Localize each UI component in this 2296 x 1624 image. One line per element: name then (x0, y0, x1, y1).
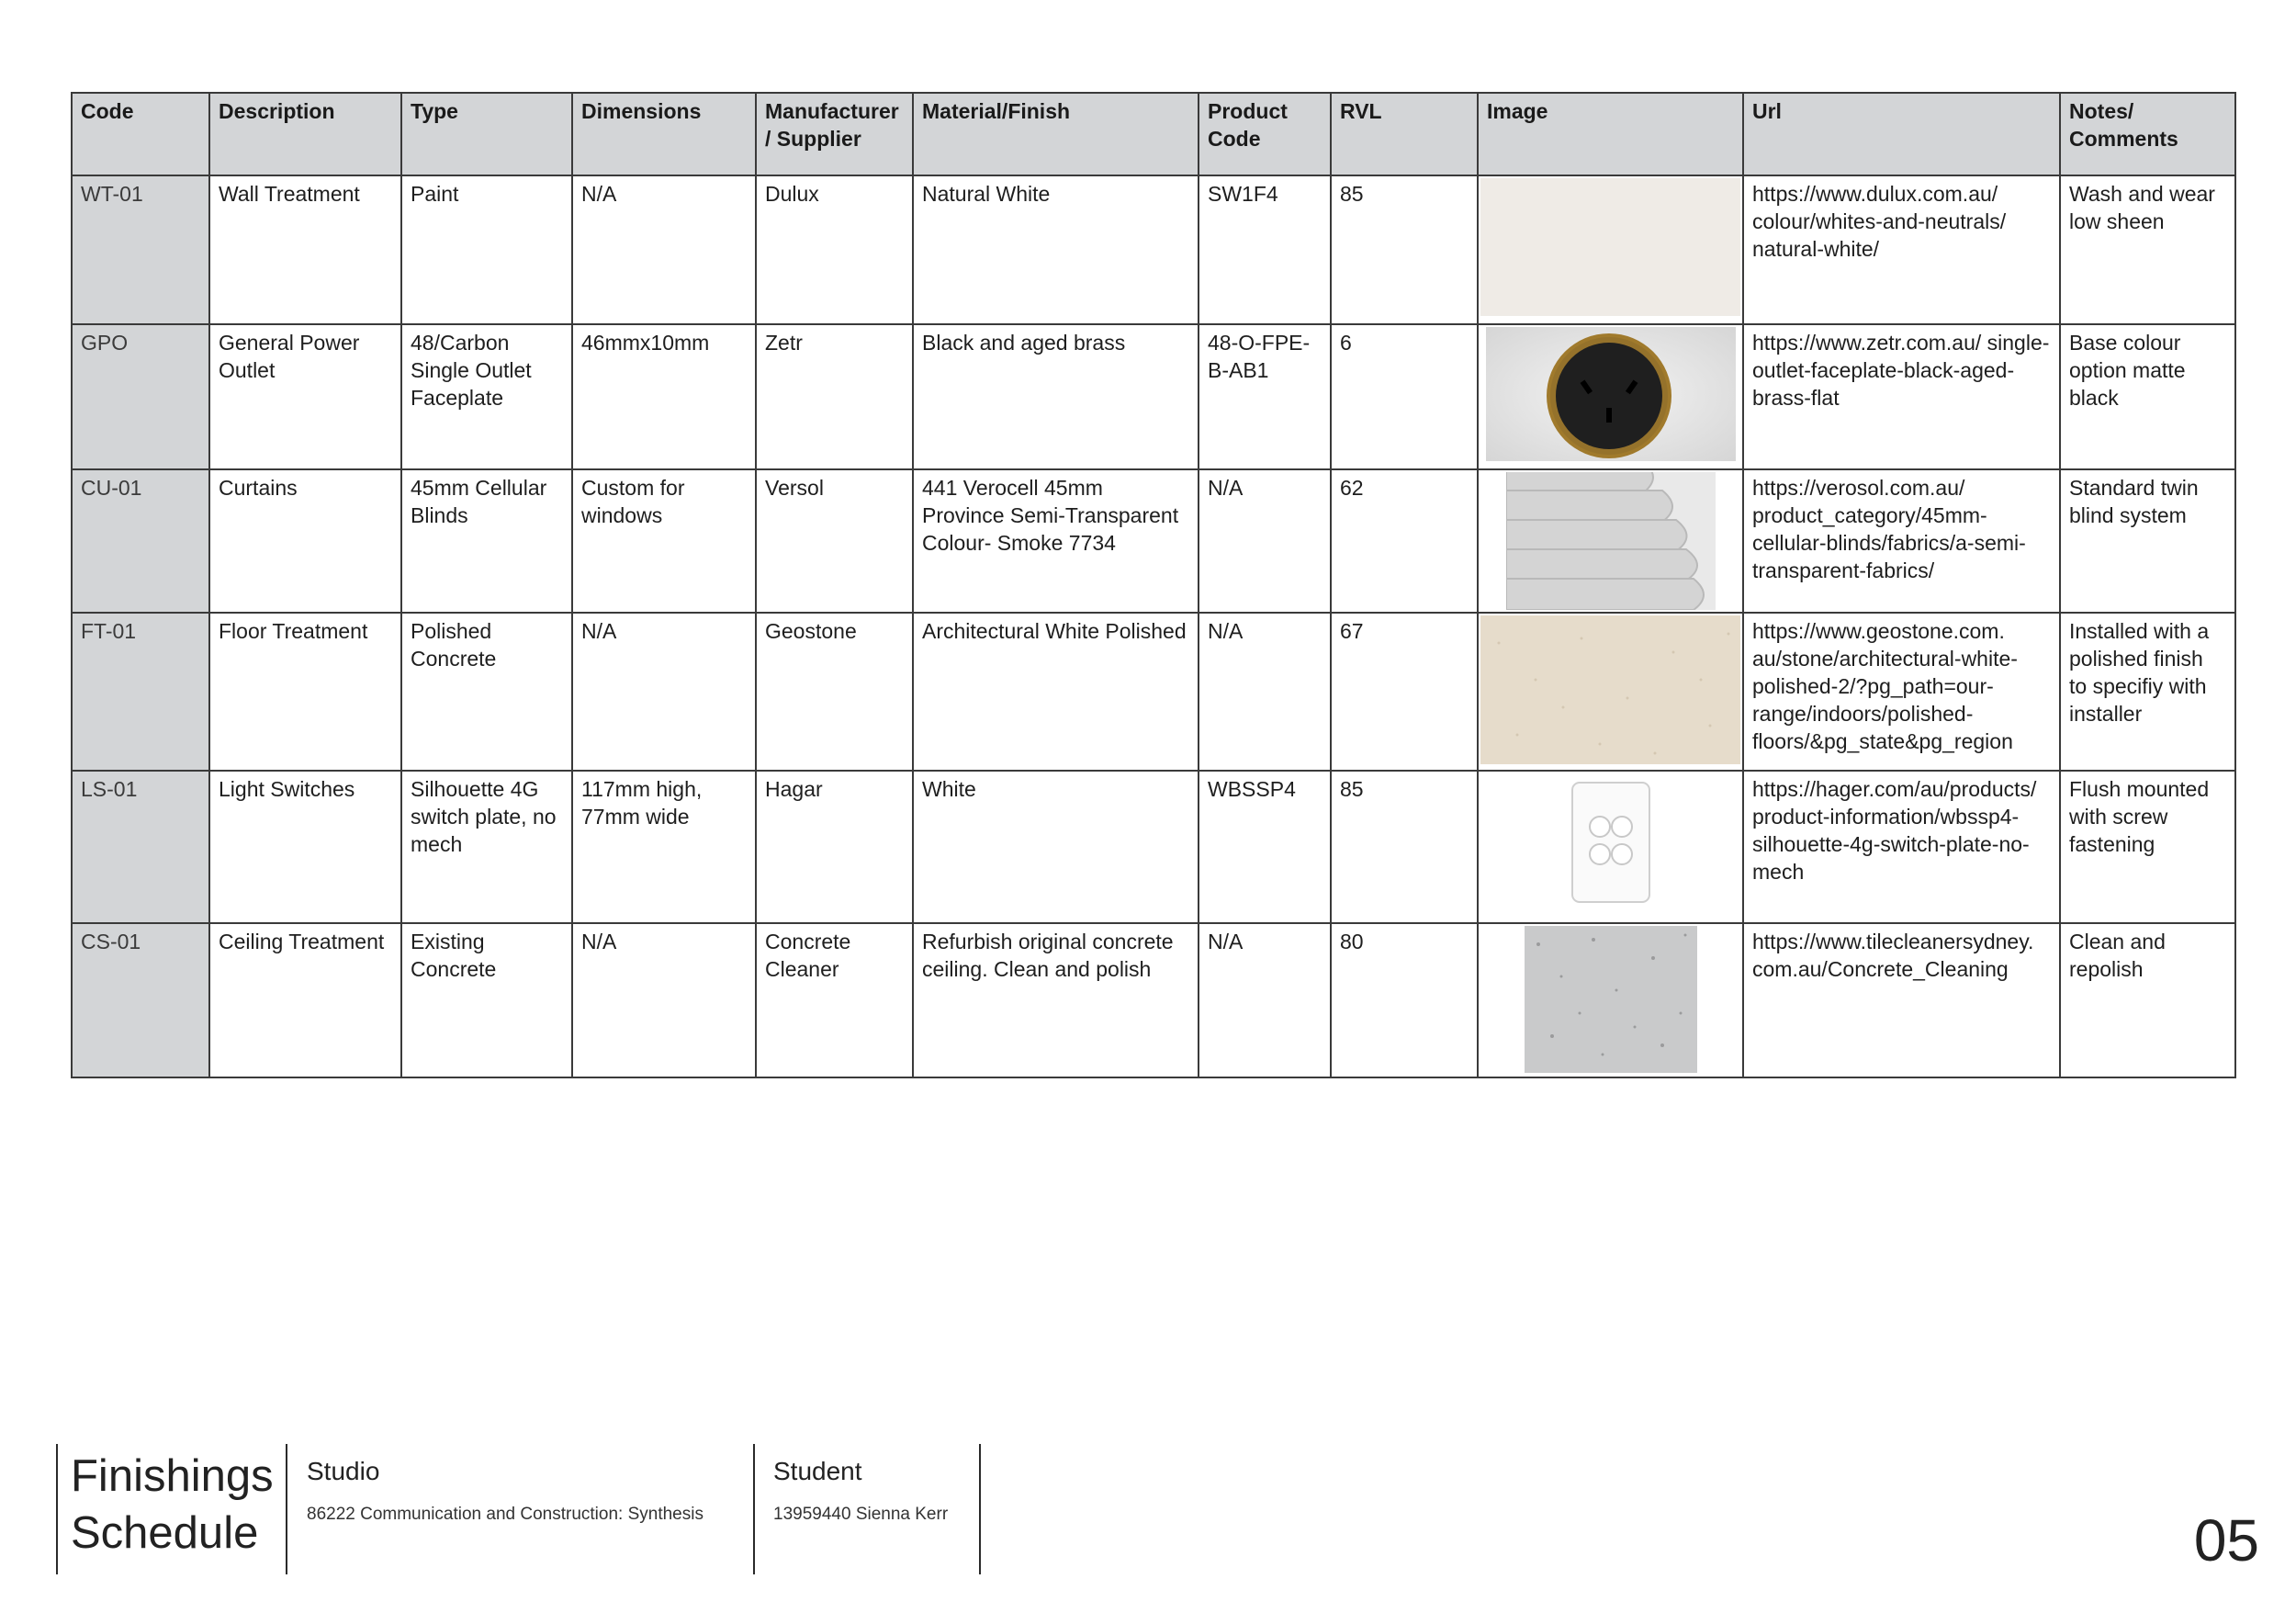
row-manufacturer: Zetr (756, 324, 913, 469)
page-title-line2: Schedule (71, 1508, 259, 1558)
row-product-code: N/A (1199, 923, 1331, 1077)
header-rvl: RVL (1331, 93, 1478, 175)
row-image-cell (1478, 923, 1743, 1077)
row-code: CS-01 (72, 923, 209, 1077)
row-code: CU-01 (72, 469, 209, 613)
row-manufacturer: Geostone (756, 613, 913, 771)
header-notes: Notes/ Comments (2060, 93, 2235, 175)
student-label: Student (773, 1457, 862, 1485)
row-type: Existing Concrete (401, 923, 572, 1077)
row-material: Architectural White Polished (913, 613, 1199, 771)
header-manufacturer: Manufacturer/ Supplier (756, 93, 913, 175)
header-description: Description (209, 93, 401, 175)
row-image-cell (1478, 771, 1743, 923)
row-url[interactable]: https://www.tilecleanersydney. com.au/Concrete_Cleaning (1743, 923, 2060, 1077)
row-product-code: 48-O-FPE-B-AB1 (1199, 324, 1331, 469)
polished-concrete-swatch (1480, 615, 1740, 764)
row-dimensions: Custom for windows (572, 469, 756, 613)
row-url[interactable]: https://hager.com/au/products/ product-information/wbssp4-silhouette-4g-switch-plate-no-mech (1743, 771, 2060, 923)
row-url[interactable]: https://www.zetr.com.au/ single-outlet-faceplate-black-aged-brass-flat (1743, 324, 2060, 469)
row-code: FT-01 (72, 613, 209, 771)
row-notes: Clean and repolish (2060, 923, 2235, 1077)
natural-white-paint-swatch (1480, 178, 1740, 316)
student-value: 13959440 Sienna Kerr (773, 1505, 949, 1524)
power-outlet-icon (1486, 327, 1736, 461)
concrete-texture-icon (1525, 926, 1697, 1073)
row-manufacturer: Dulux (756, 175, 913, 324)
row-code: LS-01 (72, 771, 209, 923)
row-product-code: SW1F4 (1199, 175, 1331, 324)
row-notes: Installed with a polished finish to specifiy with installer (2060, 613, 2235, 771)
row-manufacturer: Versol (756, 469, 913, 613)
row-material: White (913, 771, 1199, 923)
row-type: Polished Concrete (401, 613, 572, 771)
row-dimensions: 46mmx10mm (572, 324, 756, 469)
row-image-cell (1478, 324, 1743, 469)
footer-divider (56, 1444, 58, 1574)
row-code: GPO (72, 324, 209, 469)
table-row (72, 613, 2235, 771)
row-description: Curtains (209, 469, 401, 613)
table-row (72, 469, 2235, 613)
row-image-cell (1478, 613, 1743, 771)
table-row (72, 923, 2235, 1077)
row-material: 441 Verocell 45mm Province Semi-Transparent Colour- Smoke 7734 (913, 469, 1199, 613)
cellular-blinds-photo (1506, 472, 1716, 610)
table-header-row (72, 93, 2235, 175)
row-url[interactable]: https://verosol.com.au/ product_category/45mm-cellular-blinds/fabrics/a-semi-transparent-fabrics/ (1743, 469, 2060, 613)
row-manufacturer: Concrete Cleaner (756, 923, 913, 1077)
studio-value: 86222 Communication and Construction: Synthesis (307, 1505, 703, 1524)
header-product-code: Product Code (1199, 93, 1331, 175)
row-type: Silhouette 4G switch plate, no mech (401, 771, 572, 923)
row-type: Paint (401, 175, 572, 324)
row-manufacturer: Hagar (756, 771, 913, 923)
row-dimensions: N/A (572, 613, 756, 771)
finishings-schedule-table (71, 92, 2236, 1078)
row-rvl: 6 (1331, 324, 1478, 469)
row-url[interactable]: https://www.geostone.com. au/stone/architectural-white-polished-2/?pg_path=our-range/indoors/polished-floors/&pg_state&pg_region (1743, 613, 2060, 771)
footer-divider (286, 1444, 287, 1574)
light-switch-icon (1565, 779, 1657, 908)
row-image-cell (1478, 469, 1743, 613)
row-url[interactable]: https://www.dulux.com.au/ colour/whites-and-neutrals/ natural-white/ (1743, 175, 2060, 324)
row-description: Floor Treatment (209, 613, 401, 771)
row-type: 48/Carbon Single Outlet Faceplate (401, 324, 572, 469)
table-row (72, 771, 2235, 923)
footer-divider (753, 1444, 755, 1574)
row-rvl: 85 (1331, 771, 1478, 923)
table-row (72, 324, 2235, 469)
row-product-code: WBSSP4 (1199, 771, 1331, 923)
switch-plate-photo (1565, 779, 1657, 908)
row-description: Light Switches (209, 771, 401, 923)
header-code: Code (72, 93, 209, 175)
page-title-line1: Finishings (71, 1451, 274, 1501)
row-rvl: 62 (1331, 469, 1478, 613)
concrete-ceiling-swatch (1525, 926, 1697, 1073)
row-rvl: 80 (1331, 923, 1478, 1077)
row-material: Black and aged brass (913, 324, 1199, 469)
header-dimensions: Dimensions (572, 93, 756, 175)
row-dimensions: N/A (572, 923, 756, 1077)
header-url: Url (1743, 93, 2060, 175)
row-material: Natural White (913, 175, 1199, 324)
row-type: 45mm Cellular Blinds (401, 469, 572, 613)
footer-divider (979, 1444, 981, 1574)
row-image-cell (1478, 175, 1743, 324)
row-material: Refurbish original concrete ceiling. Clean and polish (913, 923, 1199, 1077)
header-material: Material/Finish (913, 93, 1199, 175)
row-notes: Flush mounted with screw fastening (2060, 771, 2235, 923)
row-notes: Standard twin blind system (2060, 469, 2235, 613)
row-dimensions: 117mm high, 77mm wide (572, 771, 756, 923)
row-notes: Base colour option matte black (2060, 324, 2235, 469)
row-rvl: 67 (1331, 613, 1478, 771)
row-description: General Power Outlet (209, 324, 401, 469)
stone-texture-icon (1480, 615, 1740, 764)
page-title (71, 1448, 274, 1562)
table-row (72, 175, 2235, 324)
row-description: Ceiling Treatment (209, 923, 401, 1077)
row-dimensions: N/A (572, 175, 756, 324)
row-product-code: N/A (1199, 613, 1331, 771)
studio-label: Studio (307, 1457, 380, 1485)
row-rvl: 85 (1331, 175, 1478, 324)
row-description: Wall Treatment (209, 175, 401, 324)
page-number: 05 (2193, 1507, 2259, 1573)
row-notes: Wash and wear low sheen (2060, 175, 2235, 324)
blinds-icon (1506, 472, 1716, 610)
power-outlet-photo (1486, 327, 1736, 461)
header-image: Image (1478, 93, 1743, 175)
header-type: Type (401, 93, 572, 175)
row-product-code: N/A (1199, 469, 1331, 613)
row-code: WT-01 (72, 175, 209, 324)
